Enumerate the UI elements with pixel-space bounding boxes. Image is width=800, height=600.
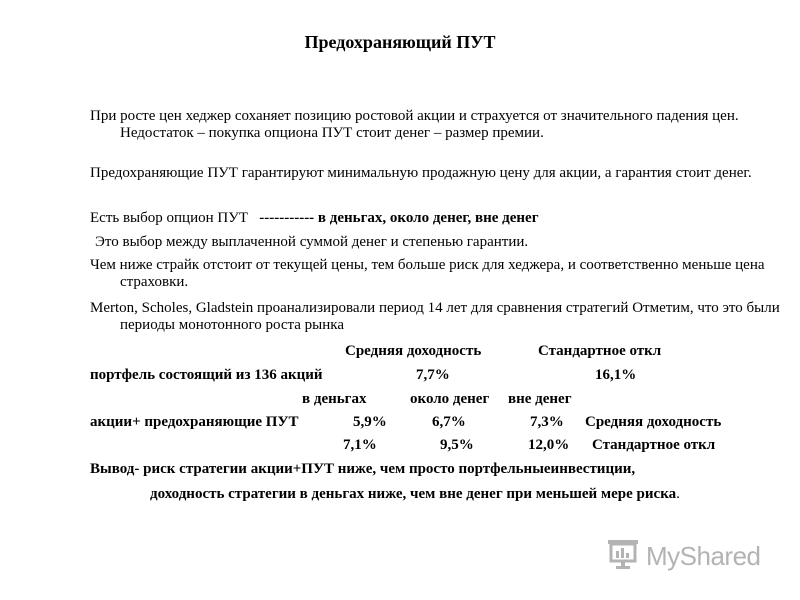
portfolio-std: 16,1% (595, 367, 637, 383)
paragraph-tradeoff: Это выбор между выплаченной суммой денег и степенью гарантии. (95, 234, 529, 250)
column-itm: в деньгах (302, 391, 367, 407)
conclusion-text2: доходность стратегии в деньгах ниже, чем вне денег при меньшей мере риска (150, 486, 677, 502)
paragraph-strike: Чем ниже страйк отстоит от текущей цены, тем больше риск для хеджера, и соответственно меньше цена страховки. (90, 257, 765, 290)
conclusion-label: Вывод (90, 461, 135, 477)
conclusion-text1: - риск стратегии акции+ПУТ ниже, чем просто портфельныеинвестиции, (134, 461, 636, 477)
portfolio-mean: 7,7% (416, 367, 450, 383)
column-atm: около денег (410, 391, 490, 407)
header-mean: Средняя доходность (345, 343, 482, 359)
puts-std-otm: 12,0% (528, 437, 570, 453)
puts-label: акции+ предохраняющие ПУТ (90, 414, 299, 430)
slide-title: Предохраняющий ПУТ (304, 32, 496, 52)
watermark-text: MyShared (646, 540, 761, 571)
watermark (606, 538, 776, 574)
paragraph-guarantee: Предохраняющие ПУТ гарантируют минимальную продажную цену для акции, а гарантия стоит денег. (90, 165, 752, 181)
conclusion-line1 (90, 461, 770, 478)
puts-std-atm: 9,5% (440, 437, 474, 453)
column-otm: вне денег (508, 391, 572, 407)
conclusion-period: . (676, 486, 680, 502)
conclusion-line2 (120, 486, 790, 503)
puts-mean-itm: 5,9% (353, 414, 387, 430)
paragraph-study: Merton, Scholes, Gladstein проанализировали период 14 лет для сравнения стратегий Отметим, что это были периоды монотонного роста рынка (90, 300, 780, 333)
presentation-icon (606, 537, 640, 576)
choice-prefix: Есть выбор опцион ПУТ (90, 210, 248, 226)
puts-std-label: Стандартное откл (592, 437, 716, 453)
paragraph-choice (90, 210, 750, 227)
portfolio-label: портфель состоящий из 136 акций (90, 367, 323, 383)
puts-mean-label: Средняя доходность (585, 414, 722, 430)
puts-mean-otm: 7,3% (530, 414, 564, 430)
puts-mean-atm: 6,7% (432, 414, 466, 430)
header-std: Стандартное откл (538, 343, 662, 359)
choice-options: ----------- в деньгах, около денег, вне денег (259, 210, 539, 226)
puts-std-itm: 7,1% (343, 437, 377, 453)
paragraph-hedging: При росте цен хеджер соханяет позицию ростовой акции и страхуется от значительного падения цен. Недостаток – покупка опциона ПУТ стоит денег – размер премии. (90, 108, 739, 141)
